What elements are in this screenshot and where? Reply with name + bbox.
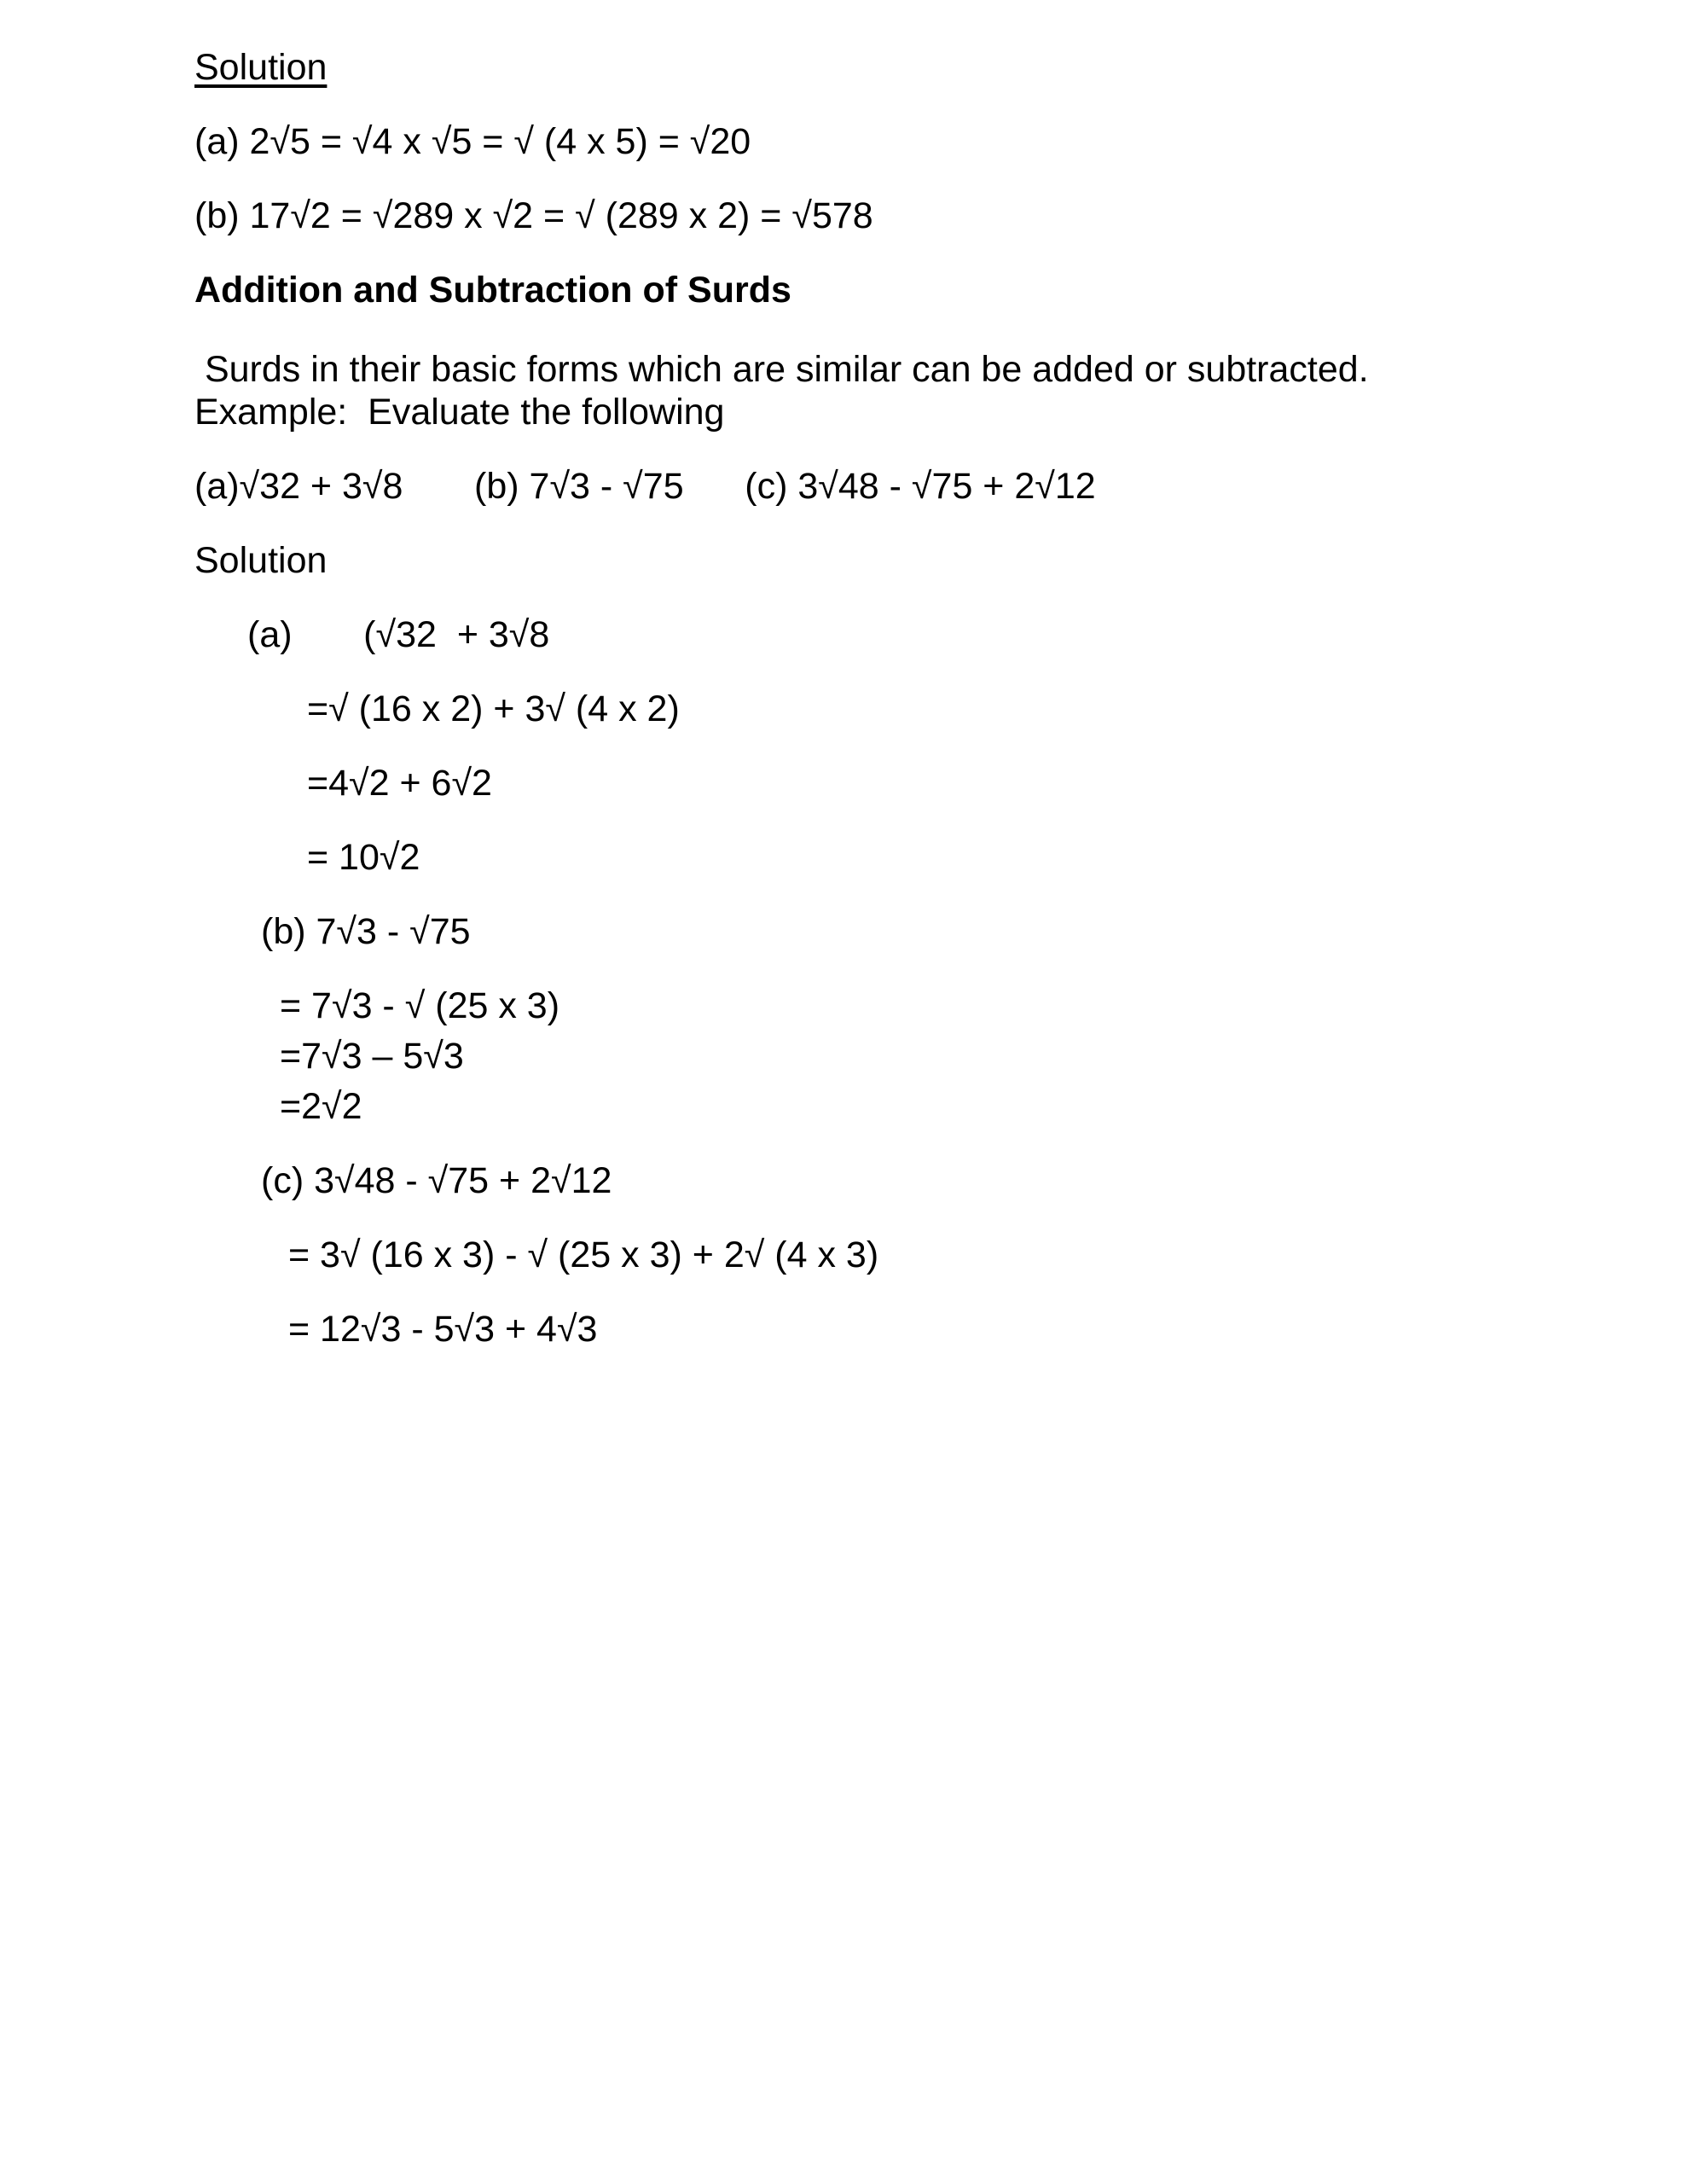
work-a-step-1: =√ (16 x 2) + 3√ (4 x 2)	[307, 688, 680, 729]
intro-paragraph: Surds in their basic forms which are similar can be added or subtracted.	[194, 349, 1369, 390]
work-b-step-3: =2√2	[280, 1085, 362, 1127]
work-b-step-2: =7√3 – 5√3	[280, 1035, 464, 1077]
example-prompt: Example: Evaluate the following	[194, 391, 725, 433]
work-c-step-1: = 3√ (16 x 3) - √ (25 x 3) + 2√ (4 x 3)	[288, 1234, 879, 1275]
solution-line-b: (b) 17√2 = √289 x √2 = √ (289 x 2) = √578	[194, 195, 873, 236]
solution-line-a: (a) 2√5 = √4 x √5 = √ (4 x 5) = √20	[194, 121, 751, 162]
example-items: (a)√32 + 3√8 (b) 7√3 - √75 (c) 3√48 - √75 + 2√12	[194, 465, 1096, 507]
section-heading-addition-subtraction: Addition and Subtraction of Surds	[194, 270, 791, 311]
solution-heading-2: Solution	[194, 539, 328, 581]
work-b-step-1: = 7√3 - √ (25 x 3)	[280, 985, 560, 1026]
work-c-title: (c) 3√48 - √75 + 2√12	[261, 1159, 612, 1201]
work-c-step-2: = 12√3 - 5√3 + 4√3	[288, 1308, 598, 1350]
work-a-step-2: =4√2 + 6√2	[307, 762, 492, 804]
work-b-title: (b) 7√3 - √75	[261, 910, 471, 952]
work-a-title: (a) (√32 + 3√8	[247, 613, 550, 655]
solution-heading: Solution	[194, 47, 328, 88]
work-a-step-3: = 10√2	[307, 836, 420, 878]
